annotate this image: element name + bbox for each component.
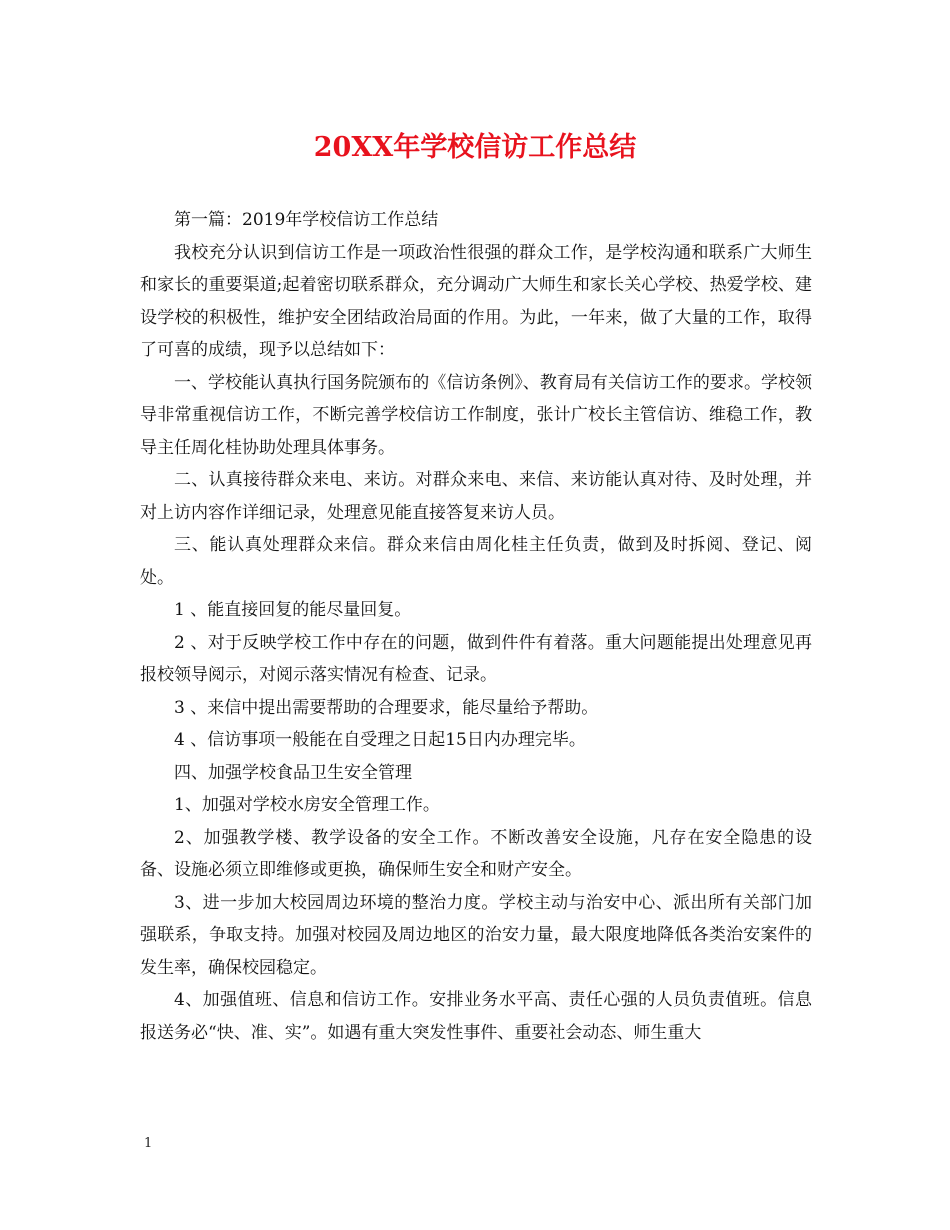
- paragraph-section-3: 三、能认真处理群众来信。群众来信由周化桂主任负责，做到及时拆阅、登记、阅处。: [140, 535, 812, 588]
- paragraph-section-4: 四、加强学校食品卫生安全管理: [174, 762, 412, 783]
- paragraph-item-3: 3 、来信中提出需要帮助的合理要求，能尽量给予帮助。: [174, 697, 599, 718]
- paragraph-subitem-3: 3、进一步加大校园周边环境的整治力度。学校主动与治安中心、派出所有关部门加强联系，争取支持。加强对校园及周边地区的治安力量，最大限度地降低各类治安案件的发生率，确保校园稳定。: [140, 892, 812, 978]
- paragraph-item-4: 4 、信访事项一般能在自受理之日起15日内办理完毕。: [174, 730, 586, 750]
- paragraph-subitem-2: 2、加强教学楼、教学设备的安全工作。不断改善安全设施，凡存在安全隐患的设备、设施必须立即维修或更换，确保师生安全和财产安全。: [140, 827, 812, 880]
- paragraph-item-1: 1 、能直接回复的能尽量回复。: [174, 600, 412, 620]
- document-body: [140, 204, 812, 1049]
- paragraph-section-1: 一、学校能认真执行国务院颁布的《信访条例》、教育局有关信访工作的要求。学校领导非常重视信访工作，不断完善学校信访工作制度，张计广校长主管信访、维稳工作，教导主任周化桂协助处理具体事务。: [140, 372, 812, 458]
- paragraph-item-2: 2 、对于反映学校工作中存在的问题，做到件件有着落。重大问题能提出处理意见再报校领导阅示，对阅示落实情况有检查、记录。: [140, 632, 812, 685]
- paragraph-subitem-4: 4、加强值班、信息和信访工作。安排业务水平高、责任心强的人员负责值班。信息报送务必“快、准、实”。如遇有重大突发性事件、重要社会动态、师生重大: [140, 990, 812, 1043]
- paragraph-subitem-1: 1、加强对学校水房安全管理工作。: [174, 795, 440, 815]
- paragraph-intro: 我校充分认识到信访工作是一项政治性很强的群众工作，是学校沟通和联系广大师生和家长的重要渠道;起着密切联系群众，充分调动广大师生和家长关心学校、热爱学校、建设学校的积极性，维护安全团结政治局面的作用。为此，一年来，做了大量的工作，取得了可喜的成绩，现予以总结如下：: [140, 242, 812, 360]
- paragraph-section-2: 二、认真接待群众来电、来访。对群众来电、来信、来访能认真对待、及时处理，并对上访内容作详细记录，处理意见能直接答复来访人员。: [140, 470, 812, 523]
- paragraph-heading-first-article: 第一篇：2019年学校信访工作总结: [174, 210, 439, 230]
- document-title: 20XX年学校信访工作总结: [313, 132, 637, 163]
- page-number: 1: [144, 1136, 153, 1151]
